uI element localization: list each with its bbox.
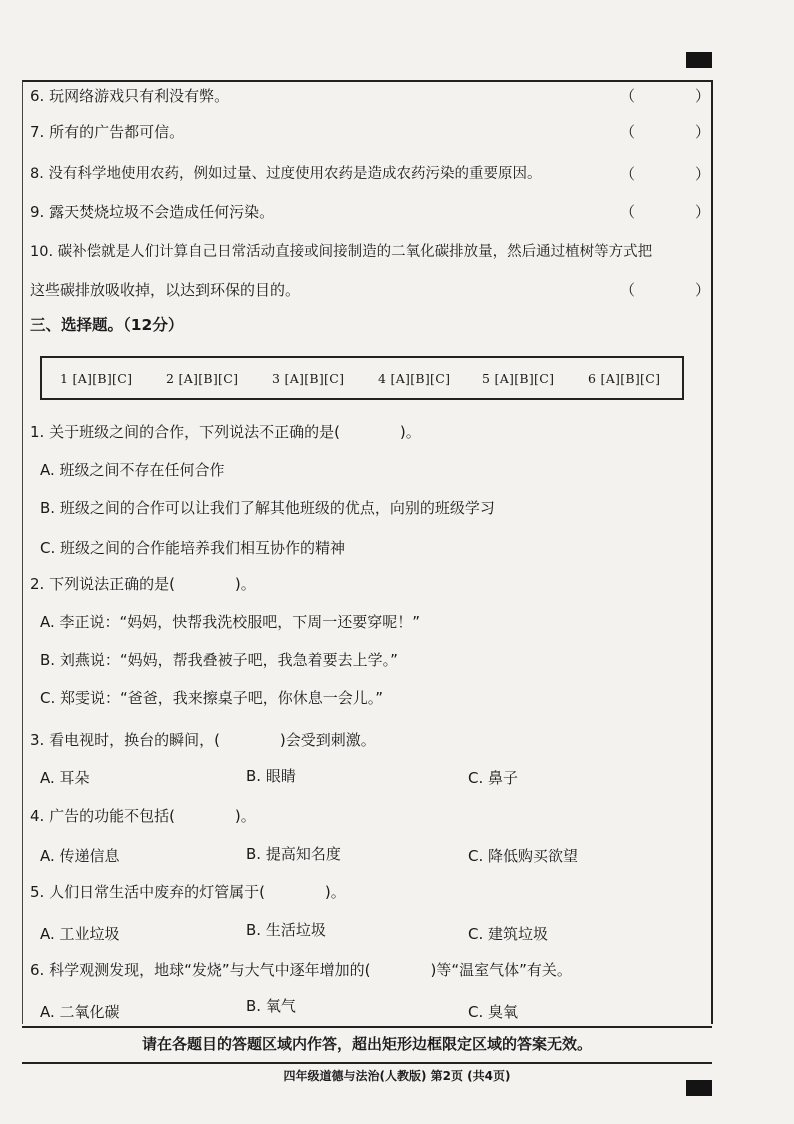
question-2-option-b[interactable]: B. 刘燕说：“妈妈，帮我叠被子吧，我急着要去上学。” xyxy=(40,651,398,669)
question-3-option-c[interactable]: C. 鼻子 xyxy=(468,769,519,787)
registration-mark-top xyxy=(686,52,712,68)
judge-item-9: 9. 露天焚烧垃圾不会造成任何污染。 xyxy=(30,203,275,221)
answer-choice-5[interactable]: 5 [A][B][C] xyxy=(482,371,555,386)
question-3-stem: 3. 看电视时，换台的瞬间，( )会受到刺激。 xyxy=(30,731,376,749)
registration-mark-bottom xyxy=(686,1080,712,1096)
question-5-option-b[interactable]: B. 生活垃圾 xyxy=(246,921,326,939)
judge-item-10: 10. 碳补偿就是人们计算自己日常活动直接或间接制造的二氧化碳排放量，然后通过植树等方式把 xyxy=(30,244,653,260)
answer-choice-6[interactable]: 6 [A][B][C] xyxy=(588,371,661,386)
question-6-option-b[interactable]: B. 氧气 xyxy=(246,997,296,1015)
answer-sheet-box xyxy=(40,356,684,400)
judge-item-7: 7. 所有的广告都可信。 xyxy=(30,123,185,141)
question-1-option-b[interactable]: B. 班级之间的合作可以让我们了解其他班级的优点，向别的班级学习 xyxy=(40,499,495,517)
question-1-option-a[interactable]: A. 班级之间不存在任何合作 xyxy=(40,461,225,479)
answer-choice-2[interactable]: 2 [A][B][C] xyxy=(166,371,239,386)
judge-item-10-paren[interactable]: （ ） xyxy=(620,281,711,299)
question-3-option-a[interactable]: A. 耳朵 xyxy=(40,769,90,787)
question-5-option-a[interactable]: A. 工业垃圾 xyxy=(40,925,120,943)
page-footer: 四年级道德与法治(人教版) 第2页 (共4页) xyxy=(283,1069,511,1083)
judge-item-8: 8. 没有科学地使用农药，例如过量、过度使用农药是造成农药污染的重要原因。 xyxy=(30,166,542,182)
question-4-stem: 4. 广告的功能不包括( )。 xyxy=(30,807,256,825)
question-2-stem: 2. 下列说法正确的是( )。 xyxy=(30,575,256,593)
judge-item-9-paren[interactable]: （ ） xyxy=(620,203,711,221)
answer-choice-4[interactable]: 4 [A][B][C] xyxy=(378,371,451,386)
answer-choice-3[interactable]: 3 [A][B][C] xyxy=(272,371,345,386)
question-2-option-a[interactable]: A. 李正说：“妈妈，快帮我洗校服吧，下周一还要穿呢！” xyxy=(40,613,421,631)
judge-item-7-paren[interactable]: （ ） xyxy=(620,123,711,141)
judge-item-10-line2: 这些碳排放吸收掉，以达到环保的目的。 xyxy=(30,281,301,299)
question-4-option-a[interactable]: A. 传递信息 xyxy=(40,847,120,865)
question-4-option-c[interactable]: C. 降低购买欲望 xyxy=(468,847,579,865)
answer-notice: 请在各题目的答题区域内作答，超出矩形边框限定区域的答案无效。 xyxy=(141,1035,592,1053)
question-6-option-a[interactable]: A. 二氧化碳 xyxy=(40,1003,120,1021)
question-5-stem: 5. 人们日常生活中废弃的灯管属于( )。 xyxy=(30,883,346,901)
answer-choice-1[interactable]: 1 [A][B][C] xyxy=(60,371,133,386)
judge-item-8-paren[interactable]: （ ） xyxy=(620,165,711,183)
notice-band xyxy=(22,1026,712,1064)
question-1-stem: 1. 关于班级之间的合作，下列说法不正确的是( )。 xyxy=(30,423,421,441)
judge-item-6: 6. 玩网络游戏只有利没有弊。 xyxy=(30,87,230,105)
question-2-option-c[interactable]: C. 郑雯说：“爸爸，我来擦桌子吧，你休息一会儿。” xyxy=(40,689,384,707)
section-title: 三、选择题。（12分） xyxy=(30,316,184,334)
question-3-option-b[interactable]: B. 眼睛 xyxy=(246,767,296,785)
question-6-stem: 6. 科学观测发现，地球“发烧”与大气中逐年增加的( )等“温室气体”有关。 xyxy=(30,961,572,979)
judge-item-6-paren[interactable]: （ ） xyxy=(620,87,711,105)
question-4-option-b[interactable]: B. 提高知名度 xyxy=(246,845,341,863)
question-6-option-c[interactable]: C. 臭氧 xyxy=(468,1003,519,1021)
question-1-option-c[interactable]: C. 班级之间的合作能培养我们相互协作的精神 xyxy=(40,539,346,557)
question-5-option-c[interactable]: C. 建筑垃圾 xyxy=(468,925,549,943)
